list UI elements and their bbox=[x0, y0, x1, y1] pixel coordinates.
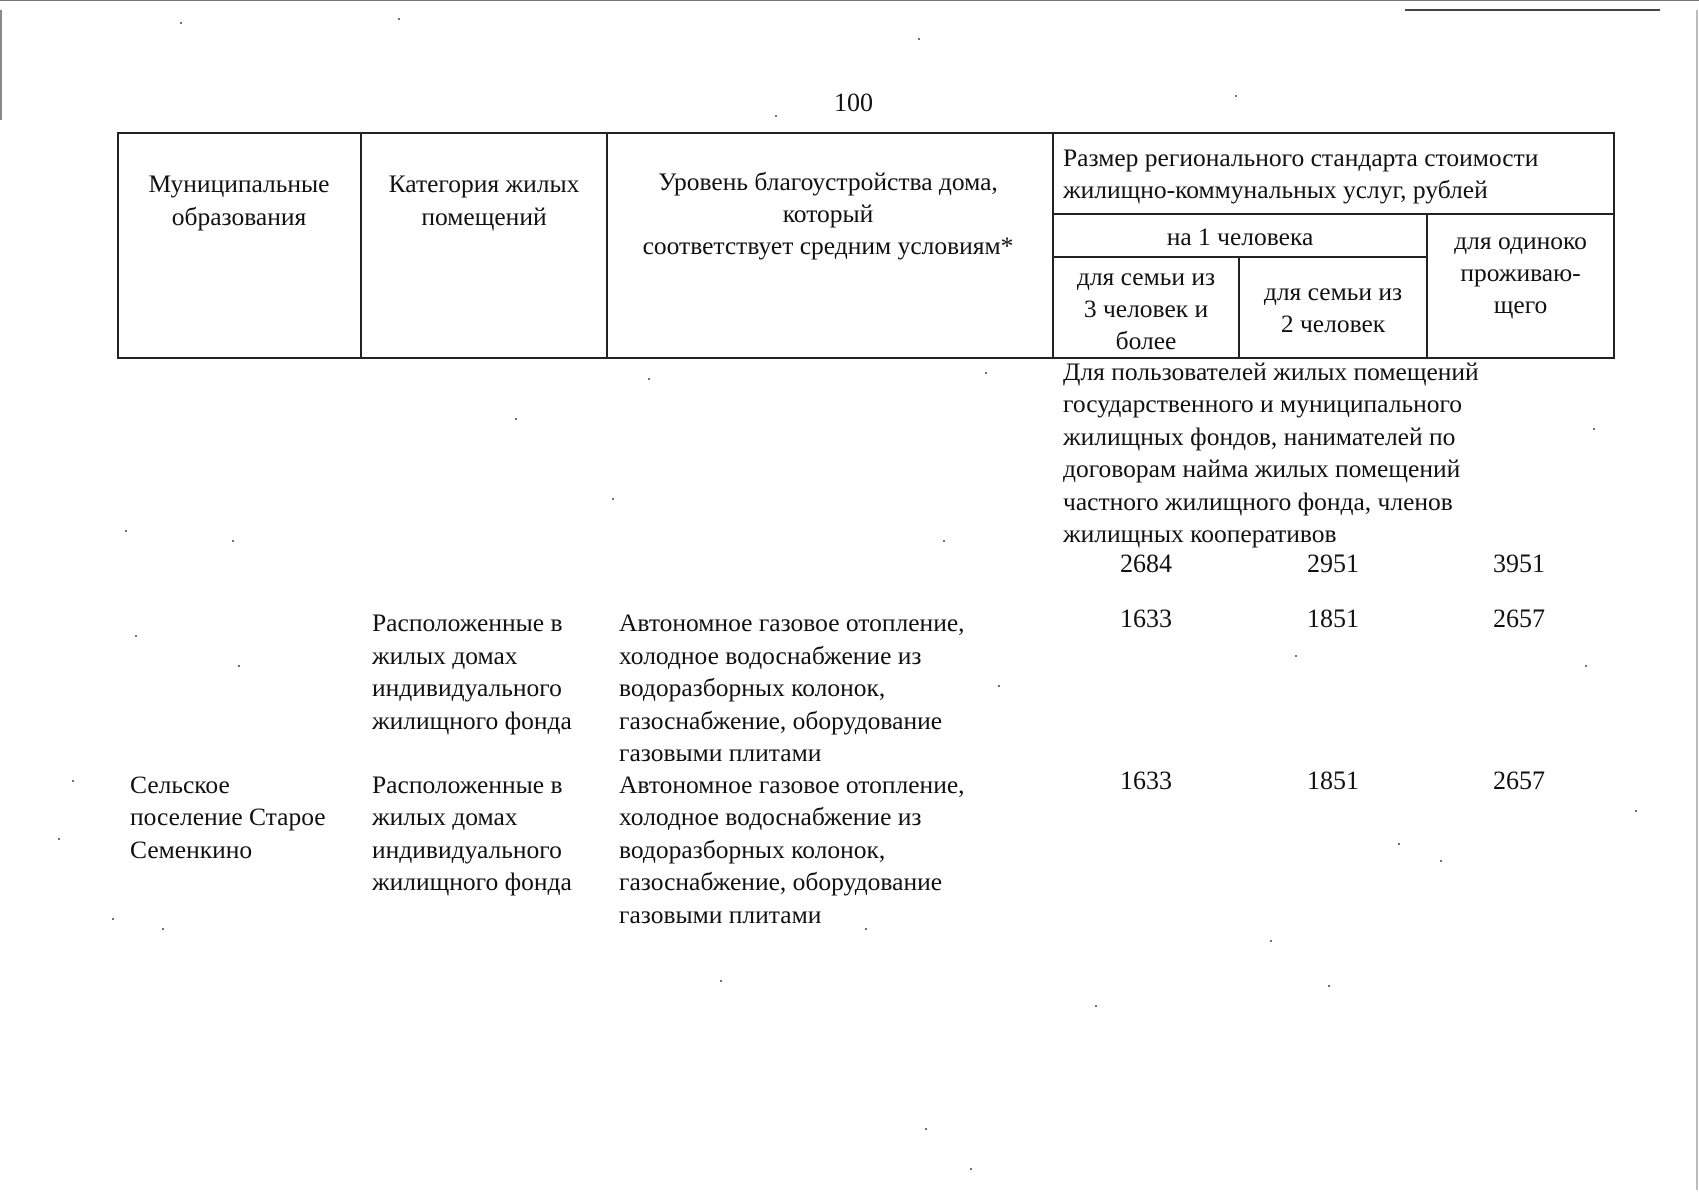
scan-speckle bbox=[1635, 810, 1637, 812]
header-single-line: для одиноко bbox=[1454, 226, 1587, 255]
scan-speckle bbox=[1328, 985, 1330, 987]
category-line: индивидуального bbox=[372, 673, 562, 702]
category-line: индивидуального bbox=[372, 835, 562, 864]
scan-speckle bbox=[943, 540, 945, 542]
users-note-line: частного жилищного фонда, членов bbox=[1063, 487, 1453, 516]
header-group-line: Размер регионального стандарта стоимости bbox=[1063, 143, 1539, 172]
category-line: жилых домах bbox=[372, 802, 518, 831]
scan-top-right-rule bbox=[1405, 9, 1660, 11]
users-note-line: жилищных фондов, нанимателей по bbox=[1063, 422, 1456, 451]
scan-speckle bbox=[398, 18, 400, 20]
scan-speckle bbox=[648, 378, 650, 380]
scan-speckle bbox=[720, 980, 722, 982]
amenity-line: Автономное газовое отопление, bbox=[619, 770, 965, 799]
header-amenity-line: который bbox=[782, 199, 874, 228]
value-family-2: 1851 bbox=[1307, 766, 1359, 795]
scan-speckle bbox=[1398, 843, 1400, 845]
header-fam3-line: для семьи из bbox=[1076, 262, 1216, 291]
value-family-3: 1633 bbox=[1120, 766, 1172, 795]
value-single: 3951 bbox=[1493, 549, 1545, 578]
scan-speckle bbox=[125, 530, 127, 532]
category-line: жилых домах bbox=[372, 641, 518, 670]
value-single: 2657 bbox=[1493, 766, 1545, 795]
scan-speckle bbox=[998, 685, 1000, 687]
value-family-3: 2684 bbox=[1120, 549, 1172, 578]
table-top-border bbox=[117, 132, 1615, 134]
header-fam3-line: более bbox=[1115, 326, 1177, 355]
amenity-line: газоснабжение, оборудование bbox=[619, 867, 943, 896]
page-number: 100 bbox=[834, 88, 873, 117]
scan-speckle bbox=[1235, 95, 1237, 97]
municipality-line: поселение Старое bbox=[130, 802, 326, 831]
scan-speckle bbox=[135, 635, 137, 637]
scan-speckle bbox=[1095, 1005, 1097, 1007]
col-divider-1 bbox=[360, 132, 362, 359]
municipality-line: Семенкино bbox=[130, 835, 253, 864]
amenity-line: водоразборных колонок, bbox=[619, 835, 886, 864]
value-single: 2657 bbox=[1493, 604, 1545, 633]
scan-speckle bbox=[515, 418, 517, 420]
category-line: жилищного фонда bbox=[372, 706, 572, 735]
scan-speckle bbox=[1593, 428, 1595, 430]
category-line: Расположенные в bbox=[372, 608, 563, 637]
category-line: Расположенные в bbox=[372, 770, 563, 799]
scan-speckle bbox=[232, 540, 234, 542]
value-family-3: 1633 bbox=[1120, 604, 1172, 633]
amenity-line: водоразборных колонок, bbox=[619, 673, 886, 702]
group-header-divider bbox=[1052, 213, 1615, 215]
col-divider-2 bbox=[606, 132, 608, 359]
scan-speckle bbox=[1295, 655, 1297, 657]
scan-right-edge bbox=[1696, 10, 1698, 1190]
scan-speckle bbox=[162, 928, 164, 930]
amenity-line: газоснабжение, оборудование bbox=[619, 706, 943, 735]
scan-speckle bbox=[775, 115, 777, 117]
amenity-line: Автономное газовое отопление, bbox=[619, 608, 965, 637]
users-note-line: договорам найма жилых помещений bbox=[1063, 454, 1461, 483]
scan-speckle bbox=[612, 498, 614, 500]
scan-speckle bbox=[918, 38, 920, 40]
amenity-line: газовыми плитами bbox=[619, 738, 822, 767]
header-single-line: щего bbox=[1493, 290, 1548, 319]
users-note-line: жилищных кооперативов bbox=[1063, 519, 1337, 548]
table-left-border bbox=[117, 132, 119, 359]
amenity-line: газовыми плитами bbox=[619, 900, 822, 929]
municipality-line: Сельское bbox=[130, 770, 230, 799]
header-municipalities: Муниципальные образования bbox=[148, 169, 330, 231]
header-housing-category: Категория жилых помещений bbox=[388, 169, 580, 231]
header-amenity-line: соответствует средним условиям* bbox=[642, 231, 1014, 260]
scan-top-edge bbox=[0, 0, 1699, 1]
header-group-line: жилищно-коммунальных услуг, рублей bbox=[1063, 175, 1488, 204]
amenity-line: холодное водоснабжение из bbox=[619, 802, 922, 831]
header-fam3-line: 3 человек и bbox=[1083, 294, 1209, 323]
scan-speckle bbox=[112, 918, 114, 920]
scan-speckle bbox=[925, 1128, 927, 1130]
users-note-line: Для пользователей жилых помещений bbox=[1063, 357, 1479, 386]
header-fam2-line: 2 человек bbox=[1280, 309, 1386, 338]
scan-speckle bbox=[72, 780, 74, 782]
scan-speckle bbox=[58, 838, 60, 840]
header-fam2-line: для семьи из bbox=[1263, 277, 1403, 306]
scan-speckle bbox=[1440, 860, 1442, 862]
scan-speckle bbox=[238, 665, 240, 667]
scan-speckle bbox=[1585, 665, 1587, 667]
value-family-2: 2951 bbox=[1307, 549, 1359, 578]
category-line: жилищного фонда bbox=[372, 867, 572, 896]
scan-speckle bbox=[180, 22, 182, 24]
users-note-line: государственного и муниципального bbox=[1063, 389, 1463, 418]
scan-speckle bbox=[970, 1168, 972, 1170]
scan-speckle bbox=[865, 928, 867, 930]
table-right-border bbox=[1613, 132, 1615, 359]
header-amenity-line: Уровень благоустройства дома, bbox=[658, 167, 998, 196]
scan-speckle bbox=[985, 372, 987, 374]
value-family-2: 1851 bbox=[1307, 604, 1359, 633]
header-single-line: проживаю- bbox=[1460, 258, 1581, 287]
scan-speckle bbox=[1270, 940, 1272, 942]
amenity-line: холодное водоснабжение из bbox=[619, 641, 922, 670]
header-per-person: на 1 человека bbox=[1166, 222, 1314, 251]
